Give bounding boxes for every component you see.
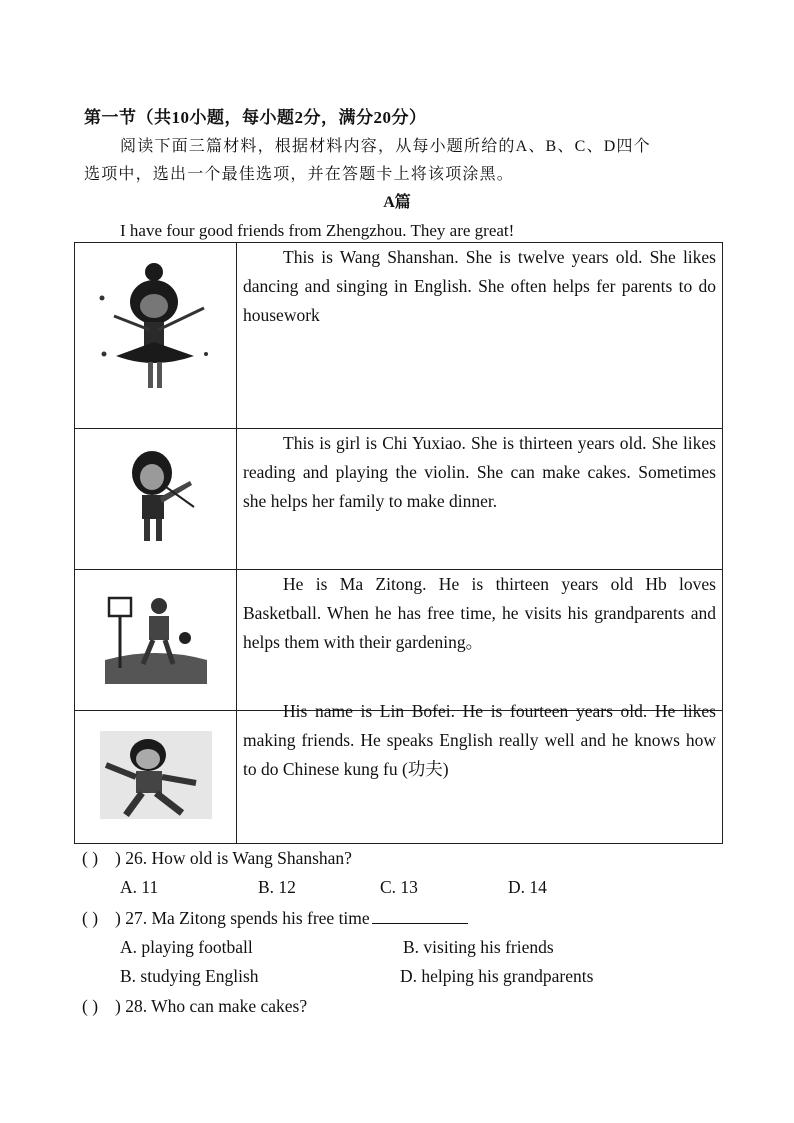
option-a: A. playing football [120,937,253,957]
answer-blank [372,909,468,924]
passage-intro: I have four good friends from Zhengzhou. They are great! [120,221,515,240]
table-row [75,570,723,711]
passage-label: A篇 [383,194,411,211]
girl-dancing-icon [96,258,216,408]
question-28-stem: ) 28. Who can make cakes? [115,996,308,1016]
boy-kung-fu-illustration [75,711,237,844]
kung-fu-boy-icon [96,725,216,825]
friends-table [74,242,723,844]
question-26-stem: ) 26. How old is Wang Shanshan? [115,848,352,868]
girl-dancing-illustration [75,243,237,429]
table-row [75,243,723,429]
boy-playing-basketball-illustration [75,570,237,711]
option-a: A. 11 [120,877,159,897]
answer-bracket: ( ) [82,996,99,1016]
answer-bracket: ( ) [82,908,99,928]
option-b: B. visiting his friends [403,937,554,957]
basketball-boy-icon [101,588,211,688]
option-c: C. 13 [380,877,418,897]
instruction-line-1: 阅读下面三篇材料，根据材料内容，从每小题所给的A、B、C、D四个 [120,138,651,155]
story-text: This is Wang Shanshan. She is twelve years old. She likes dancing and singing in English. She often helps fer parents to do housework [237,243,723,429]
option-d: D. helping his grandparents [400,966,594,986]
violin-girl-icon [116,447,196,547]
option-b: B. 12 [258,877,296,897]
table-row [75,429,723,570]
answer-bracket: ( ) [82,848,99,868]
option-c: B. studying English [120,966,259,986]
story-text: He is Ma Zitong. He is thirteen years old Hb loves Basketball. When he has free time, he visits his grandparents and helps them with their gardening。 [237,570,723,711]
section-title: 第一节（共10小题，每小题2分，满分20分） [84,108,427,127]
instruction-line-2: 选项中，选出一个最佳选项，并在答题卡上将该项涂黑。 [84,166,515,183]
option-d: D. 14 [508,877,547,897]
girl-playing-violin-illustration [75,429,237,570]
story-text: This is girl is Chi Yuxiao. She is thirteen years old. She likes reading and playing the violin. She can make cakes. Sometimes she helps her family to make dinner. [237,429,723,570]
question-27-stem: ) 27. Ma Zitong spends his free time [115,908,468,929]
table-row [75,711,723,844]
story-text: His name is Lin Bofei. He is fourteen years old. He likes making friends. He speaks English really well and he knows how to do Chinese kung fu (功夫) [237,711,723,844]
